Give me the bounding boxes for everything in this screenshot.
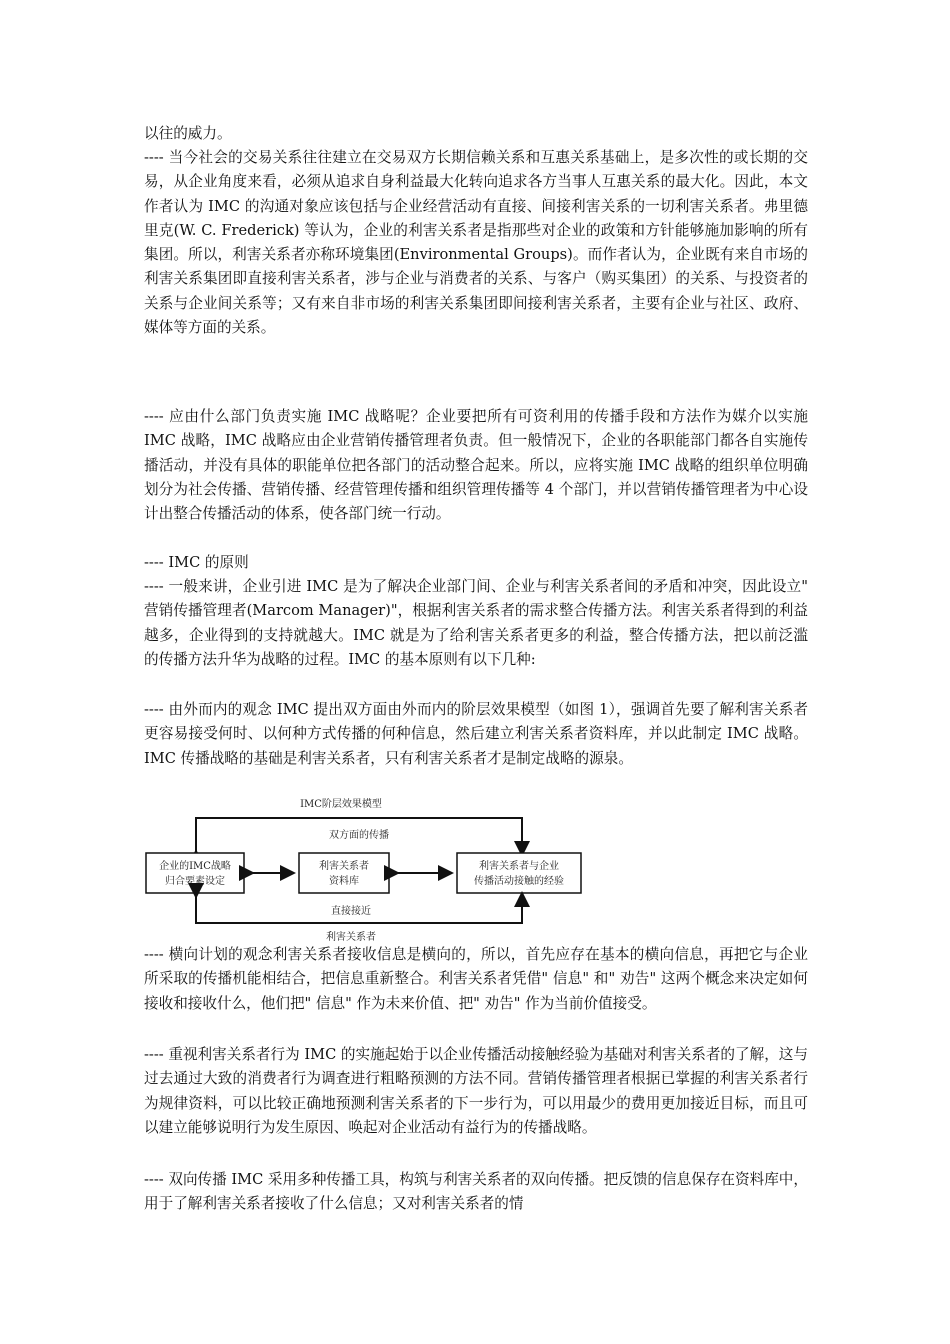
imc-model-diagram: [136, 795, 564, 945]
imc-model-figure: [136, 795, 564, 945]
box-right-line1: 利害关系者与企业: [479, 861, 559, 872]
figure-title: IMC阶层效果模型: [300, 799, 382, 810]
box-imc-strategy: [146, 853, 244, 893]
paragraph: ---- 横向计划的观念利害关系者接收信息是横向的，所以，首先应存在基本的横向信息，再把它与企业所采取的传播机能相结合，把信息重新整合。利害关系者凭借" 信息" 和" 劝告" 这两个概念来决定如何接收和接收什么，他们把" 信息" 作为未来价值、把" 劝告" 作为当前价值接受。: [144, 946, 808, 1012]
box-right-line2: 传播活动接触的经验: [474, 876, 564, 887]
box-left-line1: 企业的IMC战略: [159, 861, 231, 872]
paragraph: ---- 由外而内的观念 IMC 提出双方面由外而内的阶层效果模型（如图 1），强调首先要了解利害关系者更容易接受何时、以何种方式传播的何种信息，然后建立利害关系者资料库，并以此制定 IMC 战略。IMC 传播战略的基础是利害关系者，只有利害关系者才是制定战略的源泉。: [144, 701, 808, 767]
paragraph: 以往的威力。: [144, 125, 232, 142]
figure-caption: 利害关系者: [326, 932, 376, 943]
paragraph: ---- 一般来讲，企业引进 IMC 是为了解决企业部门间、企业与利害关系者间的矛盾和冲突，因此设立" 营销传播管理者(Marcom Manager)"，根据利害关系者的需求整合传播方法。利害关系者得到的利益越多，企业得到的支持就越大。IMC 就是为了给利害关系者更多的利益，整合传播方法，把以前泛滥的传播方法升华为战略的过程。IMC 的基本原则有以下几种:: [144, 578, 808, 668]
box-mid-line1: 利害关系者: [319, 861, 369, 872]
box-left-line2: 归合要素设定: [165, 876, 225, 887]
paragraph: ---- 应由什么部门负责实施 IMC 战略呢？企业要把所有可资利用的传播手段和方法作为媒介以实施 IMC 战略，IMC 战略应由企业营销传播管理者负责。但一般情况下，企业的各职能部门都各自实施传播活动，并没有具体的职能单位把各部门的活动整合起来。所以，应将实施 IMC 战略的组织单位明确划分为社会传播、营销传播、经营管理传播和组织管理传播等 4 个部门，并以营销传播管理者为中心设计出整合传播活动的体系，使各部门统一行动。: [144, 408, 808, 523]
box-contact-experience: [457, 853, 581, 893]
box-mid-line2: 资料库: [329, 876, 359, 887]
paragraph: ---- 双向传播 IMC 采用多种传播工具，构筑与利害关系者的双向传播。把反馈的信息保存在资料库中，用于了解利害关系者接收了什么信息；又对利害关系者的情: [144, 1171, 808, 1213]
paragraph: ---- 重视利害关系者行为 IMC 的实施起始于以企业传播活动接触经验为基础对利害关系者的了解，这与过去通过大致的消费者行为调查进行粗略预测的方法不同。营销传播管理者根据已掌握的利害关系者行为规律资料，可以比较正确地预测利害关系者的下一步行为，可以用最少的费用更加接近目标，而且可以建立能够说明行为发生原因、唤起对企业活动有益行为的传播战略。: [144, 1046, 808, 1136]
box-stakeholder-database: [299, 853, 389, 893]
bottom-label: 直接接近: [331, 906, 371, 917]
top-label: 双方面的传播: [329, 830, 389, 841]
paragraph: ---- 当今社会的交易关系往往建立在交易双方长期信赖关系和互惠关系基础上，是多次性的或长期的交易，从企业角度来看，必须从追求自身利益最大化转向追求各方当事人互惠关系的最大化。因此，本文作者认为 IMC 的沟通对象应该包括与企业经营活动有直接、间接利害关系的一切利害关系者。弗里德里克(W. C. Frederick) 等认为，企业的利害关系者是指那些对企业的政策和方针能够施加影响的所有集团。所以，利害关系者亦称环境集团(Environmental Groups)。而作者认为，企业既有来自市场的利害关系集团即直接利害关系者，涉与企业与消费者的关系、与客户（购买集团）的关系、与投资者的关系与企业间关系等；又有来自非市场的利害关系集团即间接利害关系者，主要有企业与社区、政府、媒体等方面的关系。: [144, 149, 808, 337]
section-heading: ---- IMC 的原则: [144, 554, 249, 571]
